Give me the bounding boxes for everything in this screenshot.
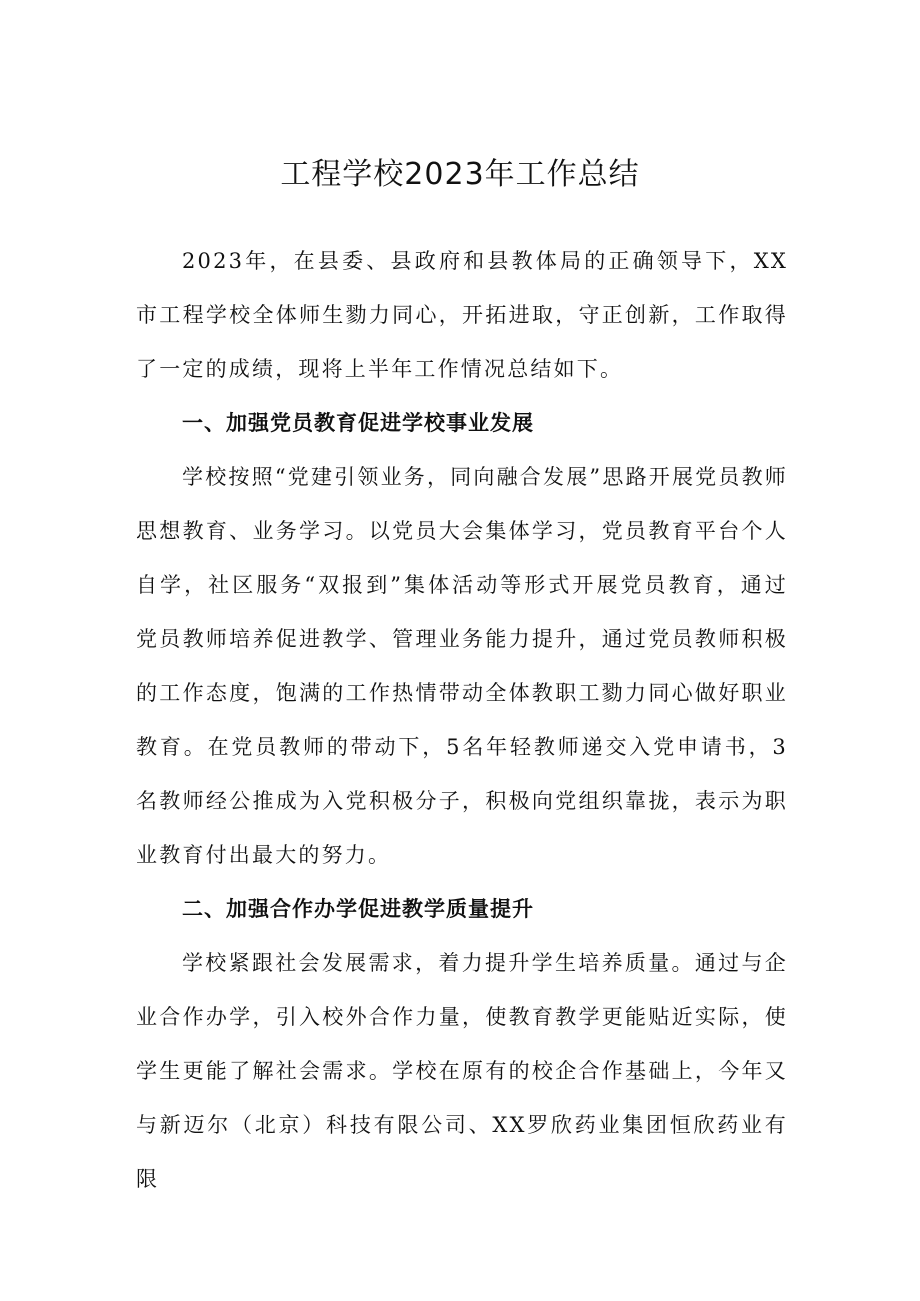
section-heading-cooperation: 二、加强合作办学促进教学质量提升	[182, 897, 534, 921]
section1-paragraph: 学校按照“党建引领业务，同向融合发展”思路开展党员教师思想教育、业务学习。以党员大会集体学习，党员教育平台个人自学，社区服务“双报到”集体活动等形式开展党员教育，通过党员教师培养促进教学、管理业务能力提升，通过党员教师积极的工作态度，饱满的工作热情带动全体教职工勠力同心做好职业教育。在党员教师的带动下，5名年轻教师递交入党申请书，3名教师经公推成为入党积极分子，积极向党组织靠拢，表示为职业教育付出最大的努力。	[136, 465, 788, 867]
document-body	[136, 234, 788, 1206]
section2-paragraph: 学校紧跟社会发展需求，着力提升学生培养质量。通过与企业合作办学，引入校外合作力量，使教育教学更能贴近实际，使学生更能了解社会需求。学校在原有的校企合作基础上，今年又与新迈尔（北京）科技有限公司、XX罗欣药业集团恒欣药业有限	[136, 951, 788, 1191]
document-title: 工程学校2023年工作总结	[280, 157, 640, 193]
section-heading-party-education: 一、加强党员教育促进学校事业发展	[182, 411, 534, 435]
intro-paragraph: 2023年，在县委、县政府和县教体局的正确领导下，XX市工程学校全体师生勠力同心，开拓进取，守正创新，工作取得了一定的成绩，现将上半年工作情况总结如下。	[136, 249, 788, 381]
